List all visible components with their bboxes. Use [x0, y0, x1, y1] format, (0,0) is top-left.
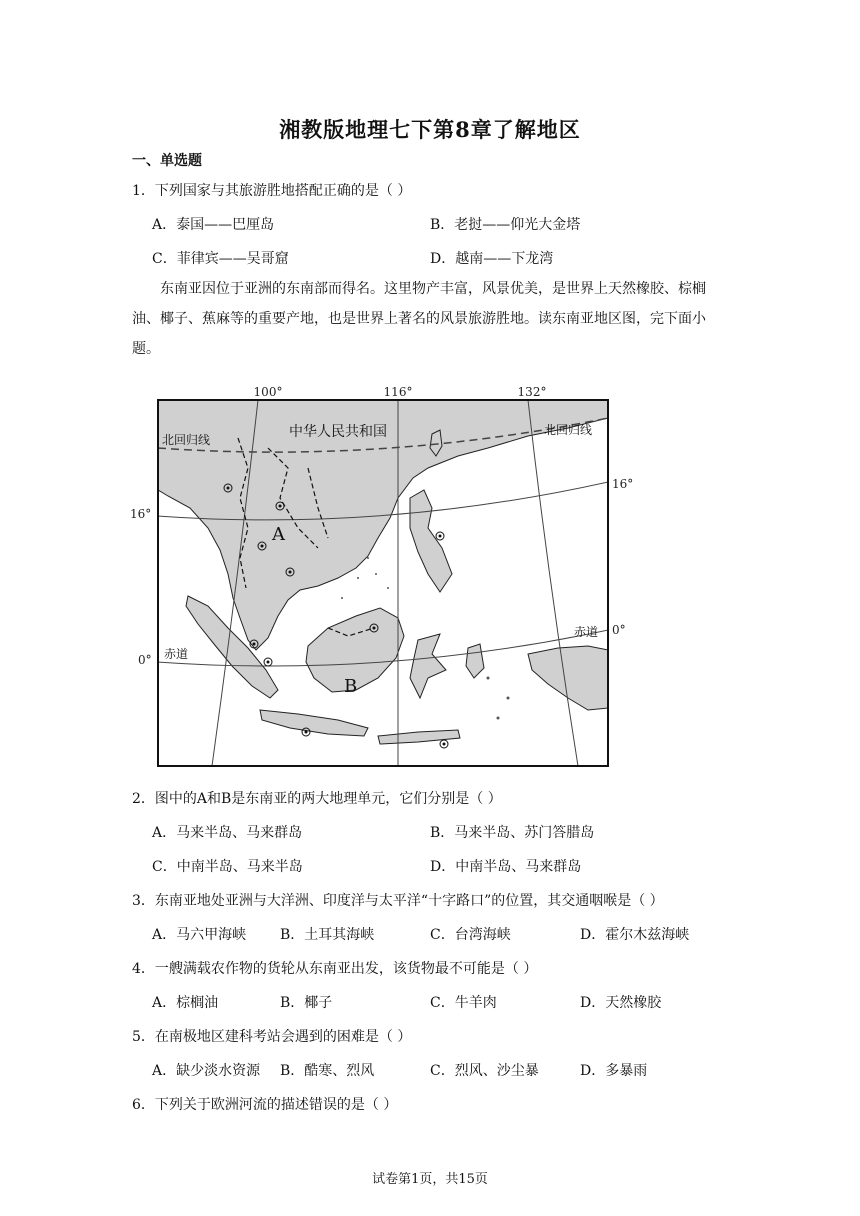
page-footer: 试卷第1页，共15页	[372, 1172, 488, 1187]
question-5-stem: 5．在南极地区建科考站会遇到的困难是（ ）	[132, 1029, 412, 1045]
question-5-option-a: A．缺少淡水资源	[152, 1063, 261, 1079]
question-2-option-d: D．中南半岛、马来群岛	[430, 859, 582, 875]
lon-label-116: 116°	[383, 385, 413, 399]
question-1-option-d: D．越南——下龙湾	[430, 251, 554, 267]
question-1-option-a: A．泰国——巴厘岛	[152, 217, 275, 233]
unit-label-b: B	[344, 676, 358, 697]
question-1-option-c: C．菲律宾——吴哥窟	[152, 251, 289, 267]
question-3-stem: 3．东南亚地处亚洲与大洋洲、印度洋与太平洋“十字路口”的位置，其交通咽喉是（ ）	[132, 893, 664, 909]
tropic-label-left: 北回归线	[162, 433, 211, 447]
question-2-option-a: A．马来半岛、马来群岛	[152, 825, 303, 841]
question-3-option-b: B．土耳其海峡	[280, 927, 375, 943]
lat-label-16-left: 16°	[130, 507, 152, 521]
question-4-option-a: A．棕榈油	[152, 995, 219, 1011]
lat-label-0-left: 0°	[138, 653, 152, 667]
question-2-option-b: B．马来半岛、苏门答腊岛	[430, 825, 595, 841]
question-3-option-d: D．霍尔木兹海峡	[580, 927, 690, 943]
equator-label-right: 赤道	[574, 625, 599, 639]
question-2-option-c: C．中南半岛、马来半岛	[152, 859, 303, 875]
question-5-option-c: C．烈风、沙尘暴	[430, 1063, 539, 1079]
lat-label-16-right: 16°	[612, 477, 634, 491]
southeast-asia-map	[128, 378, 648, 778]
lat-label-0-right: 0°	[612, 623, 626, 637]
lon-label-132: 132°	[517, 385, 547, 399]
question-4-option-d: D．天然橡胶	[580, 995, 662, 1011]
question-3-option-a: A．马六甲海峡	[152, 927, 247, 943]
question-5-option-d: D．多暴雨	[580, 1063, 648, 1079]
question-3-option-c: C．台湾海峡	[430, 927, 511, 943]
country-label-china: 中华人民共和国	[289, 424, 387, 440]
question-1-stem: 1．下列国家与其旅游胜地搭配正确的是（ ）	[132, 183, 412, 199]
question-5-option-b: B．酷寒、烈风	[280, 1063, 375, 1079]
lon-label-100: 100°	[253, 385, 283, 399]
question-6-stem: 6．下列关于欧洲河流的描述错误的是（ ）	[132, 1097, 398, 1113]
section-heading: 一、单选题	[132, 153, 202, 169]
page-title: 湘教版地理七下第8章了解地区	[279, 117, 581, 142]
unit-label-a: A	[272, 524, 285, 545]
tropic-label-right: 北回归线	[544, 423, 593, 437]
question-4-stem: 4．一艘满载农作物的货轮从东南亚出发，该货物最不可能是（ ）	[132, 961, 538, 977]
question-4-option-b: B．椰子	[280, 995, 333, 1011]
reading-passage: 东南亚因位于亚洲的东南部而得名。这里物产丰富，风景优美，是世界上天然橡胶、棕榈油、椰子、蕉麻等的重要产地，也是世界上著名的风景旅游胜地。读东南亚地区图，完下面小题。	[132, 281, 706, 357]
question-2-stem: 2．图中的A和B是东南亚的两大地理单元，它们分别是（ ）	[132, 791, 502, 807]
question-1-option-b: B．老挝——仰光大金塔	[430, 217, 581, 233]
equator-label-left: 赤道	[164, 647, 189, 661]
question-4-option-c: C．牛羊肉	[430, 995, 497, 1011]
